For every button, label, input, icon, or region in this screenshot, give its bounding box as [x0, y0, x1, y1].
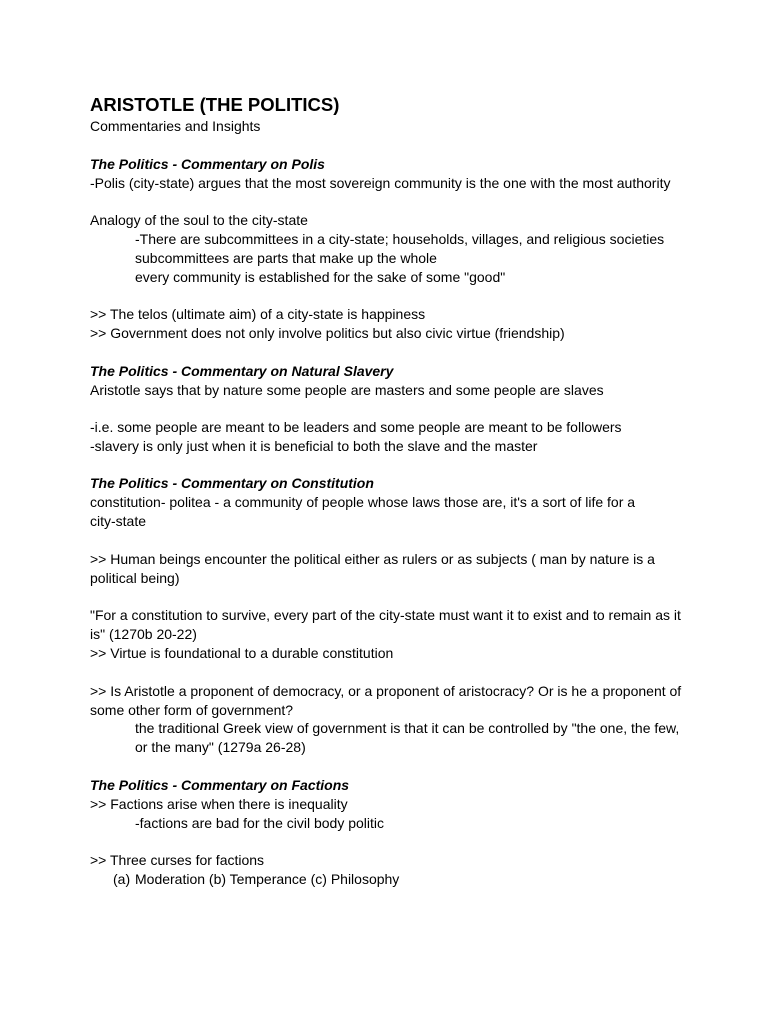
indented-line: every community is established for the sake of some "good" — [135, 269, 506, 285]
section-heading-constitution: The Politics - Commentary on Constitution — [90, 475, 374, 491]
paragraph-line: -Polis (city-state) argues that the most sovereign community is the one with the most authority — [90, 175, 671, 191]
bullet-point: >> Is Aristotle a proponent of democracy, or a proponent of aristocracy? Or is he a proponent of — [90, 683, 682, 699]
paragraph-line: some other form of government? — [90, 702, 294, 718]
section-heading-factions: The Politics - Commentary on Factions — [90, 777, 350, 793]
section-heading-slavery: The Politics - Commentary on Natural Slavery — [90, 363, 394, 379]
paragraph-line: Aristotle says that by nature some people are masters and some people are slaves — [90, 382, 604, 398]
quote-line: is" (1270b 20-22) — [90, 626, 197, 642]
paragraph-line: city-state — [90, 513, 147, 529]
bullet-point: >> Human beings encounter the political either as rulers or as subjects ( man by nature is a — [90, 551, 655, 567]
section-heading-polis: The Politics - Commentary on Polis — [90, 156, 325, 172]
list-item: Moderation (b) Temperance (c) Philosophy — [135, 871, 400, 887]
bullet-point: >> The telos (ultimate aim) of a city-state is happiness — [90, 306, 426, 322]
document-title: ARISTOTLE (THE POLITICS) — [90, 94, 340, 115]
indented-line: subcommittees are parts that make up the whole — [135, 250, 437, 266]
paragraph-line: Analogy of the soul to the city-state — [90, 212, 308, 228]
document-subtitle: Commentaries and Insights — [90, 118, 261, 134]
bullet-point: >> Virtue is foundational to a durable constitution — [90, 645, 394, 661]
quote-line: "For a constitution to survive, every part of the city-state must want it to exist and to remain as it — [90, 607, 681, 623]
paragraph-line: constitution- politea - a community of people whose laws those are, it's a sort of life for a — [90, 494, 636, 510]
list-marker: (a) — [113, 871, 131, 887]
indented-line: or the many" (1279a 26-28) — [135, 739, 306, 755]
bullet-point: >> Government does not only involve politics but also civic virtue (friendship) — [90, 325, 565, 341]
paragraph-line: -i.e. some people are meant to be leaders and some people are meant to be followers — [90, 419, 622, 435]
bullet-point: >> Factions arise when there is inequality — [90, 796, 348, 812]
paragraph-line: -slavery is only just when it is beneficial to both the slave and the master — [90, 438, 538, 454]
bullet-point: >> Three curses for factions — [90, 852, 265, 868]
paragraph-line: political being) — [90, 570, 180, 586]
indented-line: -There are subcommittees in a city-state; households, villages, and religious societies — [135, 231, 665, 247]
indented-line: -factions are bad for the civil body politic — [135, 815, 385, 831]
indented-line: the traditional Greek view of government is that it can be controlled by "the one, the few, — [135, 720, 680, 736]
